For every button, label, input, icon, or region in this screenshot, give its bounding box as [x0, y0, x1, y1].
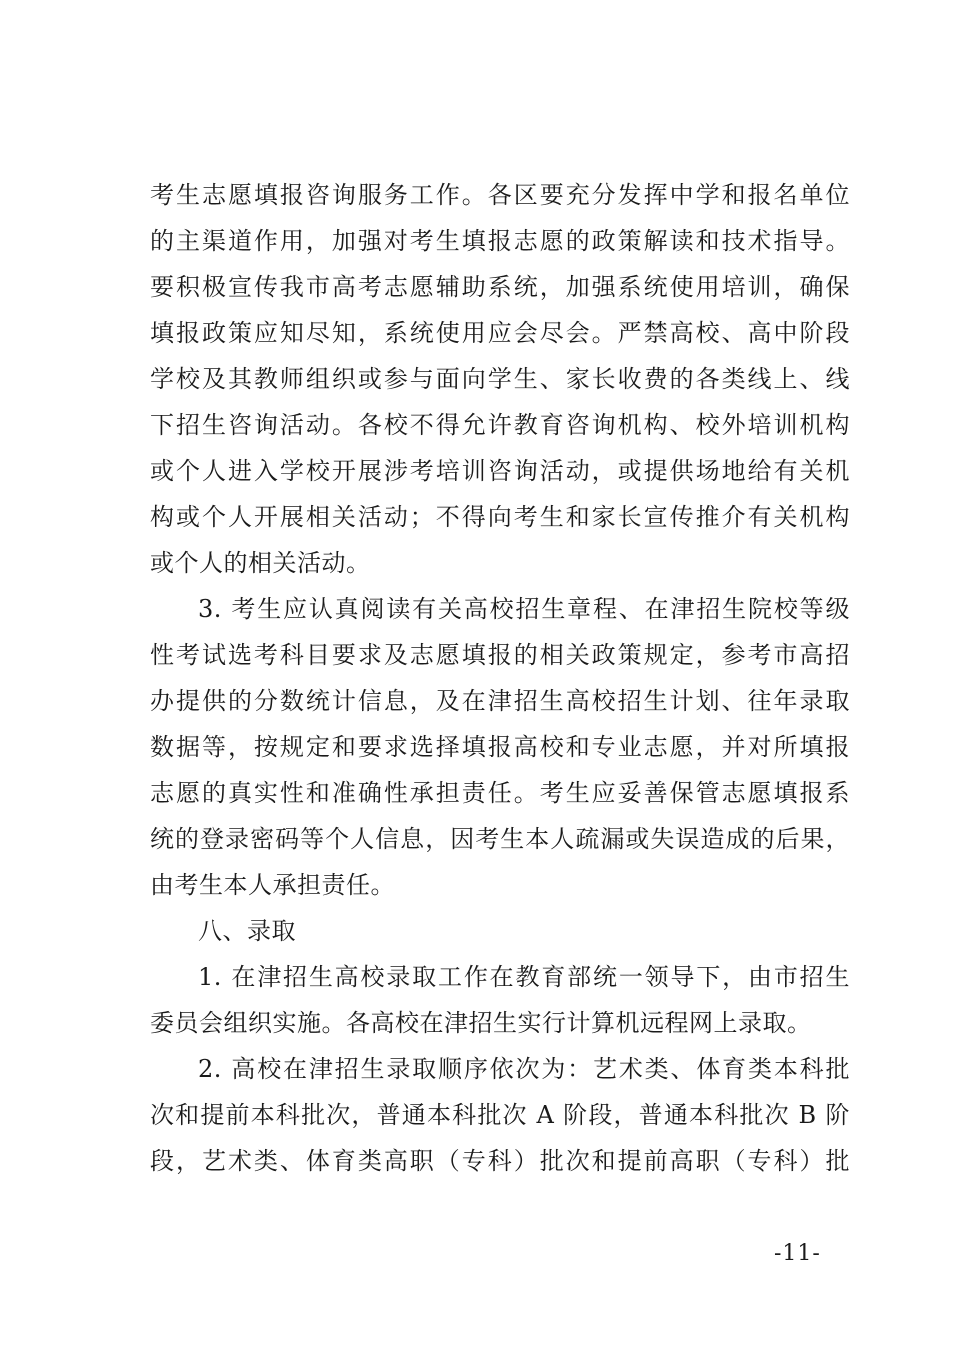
text-line: 填报政策应知尽知，系统使用应会尽会。严禁高校、高中阶段	[150, 319, 850, 347]
text-line: 下招生咨询活动。各校不得允许教育咨询机构、校外培训机构	[150, 411, 850, 439]
text-line: 或个人进入学校开展涉考培训咨询活动，或提供场地给有关机	[150, 457, 850, 485]
text-line: 次和提前本科批次，普通本科批次 A 阶段，普通本科批次 B 阶	[150, 1101, 850, 1129]
text-line: 志愿的真实性和准确性承担责任。考生应妥善保管志愿填报系	[150, 779, 850, 807]
text-line: 委员会组织实施。各高校在津招生实行计算机远程网上录取。	[150, 1009, 812, 1037]
text-line: 2. 高校在津招生录取顺序依次为：艺术类、体育类本科批	[198, 1055, 850, 1083]
document-body	[150, 178, 850, 1190]
text-line: 1. 在津招生高校录取工作在教育部统一领导下，由市招生	[198, 963, 850, 991]
text-line: 构或个人开展相关活动；不得向考生和家长宣传推介有关机构	[150, 503, 850, 531]
text-line: 的主渠道作用，加强对考生填报志愿的政策解读和技术指导。	[150, 227, 850, 255]
text-line: 学校及其教师组织或参与面向学生、家长收费的各类线上、线	[150, 365, 850, 393]
text-line: 由考生本人承担责任。	[150, 871, 395, 899]
text-line: 数据等，按规定和要求选择填报高校和专业志愿，并对所填报	[150, 733, 850, 761]
section-heading: 八、录取	[198, 917, 296, 945]
text-line: 考生志愿填报咨询服务工作。各区要充分发挥中学和报名单位	[150, 181, 850, 209]
text-line: 统的登录密码等个人信息，因考生本人疏漏或失误造成的后果，	[150, 825, 850, 853]
text-line: 性考试选考科目要求及志愿填报的相关政策规定，参考市高招	[150, 641, 850, 669]
page-number: -11-	[774, 1241, 821, 1266]
text-line: 3. 考生应认真阅读有关高校招生章程、在津招生院校等级	[198, 595, 850, 623]
text-line: 办提供的分数统计信息，及在津招生高校招生计划、往年录取	[150, 687, 850, 715]
text-line: 要积极宣传我市高考志愿辅助系统，加强系统使用培训，确保	[150, 273, 850, 301]
text-line: 段，艺术类、体育类高职（专科）批次和提前高职（专科）批	[150, 1147, 850, 1175]
text-line: 或个人的相关活动。	[150, 549, 371, 577]
